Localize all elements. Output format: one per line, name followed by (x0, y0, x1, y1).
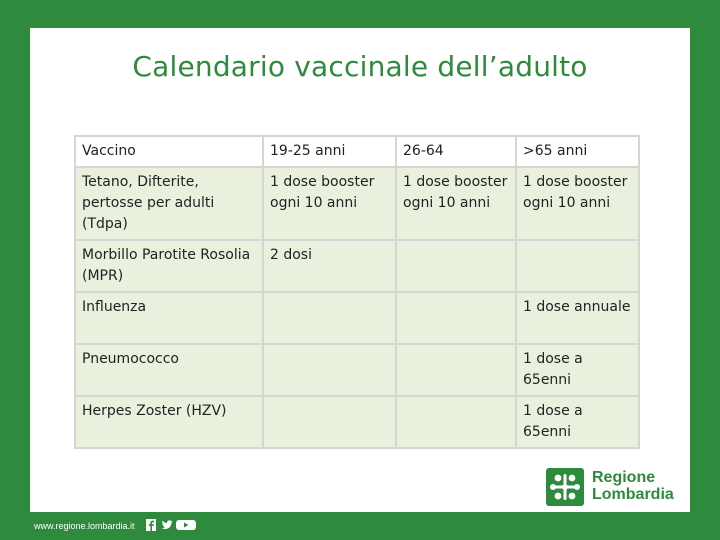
slide (30, 28, 690, 512)
twitter-icon[interactable] (161, 519, 173, 531)
header-over-65: >65 anni (516, 136, 639, 167)
cell-over-65: 1 dose annuale (516, 292, 639, 344)
cell-vaccine: Morbillo Parotite Rosolia (MPR) (75, 240, 263, 292)
table-row (75, 292, 639, 344)
table-row (75, 344, 639, 396)
youtube-icon[interactable] (176, 519, 196, 531)
cell-26-64: 1 dose booster ogni 10 anni (396, 167, 516, 240)
cell-vaccine: Herpes Zoster (HZV) (75, 396, 263, 448)
header-vaccino: Vaccino (75, 136, 263, 167)
cell-19-25 (263, 292, 396, 344)
cell-over-65: 1 dose booster ogni 10 anni (516, 167, 639, 240)
cell-vaccine: Pneumococco (75, 344, 263, 396)
cell-26-64 (396, 396, 516, 448)
cell-26-64 (396, 240, 516, 292)
facebook-icon[interactable] (146, 519, 156, 531)
vaccination-schedule-table (74, 135, 640, 449)
cell-over-65: 1 dose a 65enni (516, 344, 639, 396)
footer-url-link[interactable]: www.regione.lombardia.it (34, 521, 135, 531)
slide-title: Calendario vaccinale dell’adulto (132, 50, 588, 83)
cell-vaccine: Influenza (75, 292, 263, 344)
table-header-row (75, 136, 639, 167)
cell-over-65: 1 dose a 65enni (516, 396, 639, 448)
logo-line2: Lombardia (592, 486, 674, 503)
lombardia-rose-icon (546, 468, 584, 506)
header-19-25: 19-25 anni (263, 136, 396, 167)
cell-19-25 (263, 396, 396, 448)
cell-over-65 (516, 240, 639, 292)
cell-19-25: 2 dosi (263, 240, 396, 292)
cell-26-64 (396, 344, 516, 396)
header-26-64: 26-64 (396, 136, 516, 167)
cell-26-64 (396, 292, 516, 344)
cell-vaccine: Tetano, Difterite, pertosse per adulti (Tdpa) (75, 167, 263, 240)
table-row (75, 396, 639, 448)
logo-line1: Regione (592, 469, 656, 486)
table-row (75, 240, 639, 292)
regione-lombardia-logo (546, 466, 696, 506)
cell-19-25: 1 dose booster ogni 10 anni (263, 167, 396, 240)
table-row (75, 167, 639, 240)
cell-19-25 (263, 344, 396, 396)
